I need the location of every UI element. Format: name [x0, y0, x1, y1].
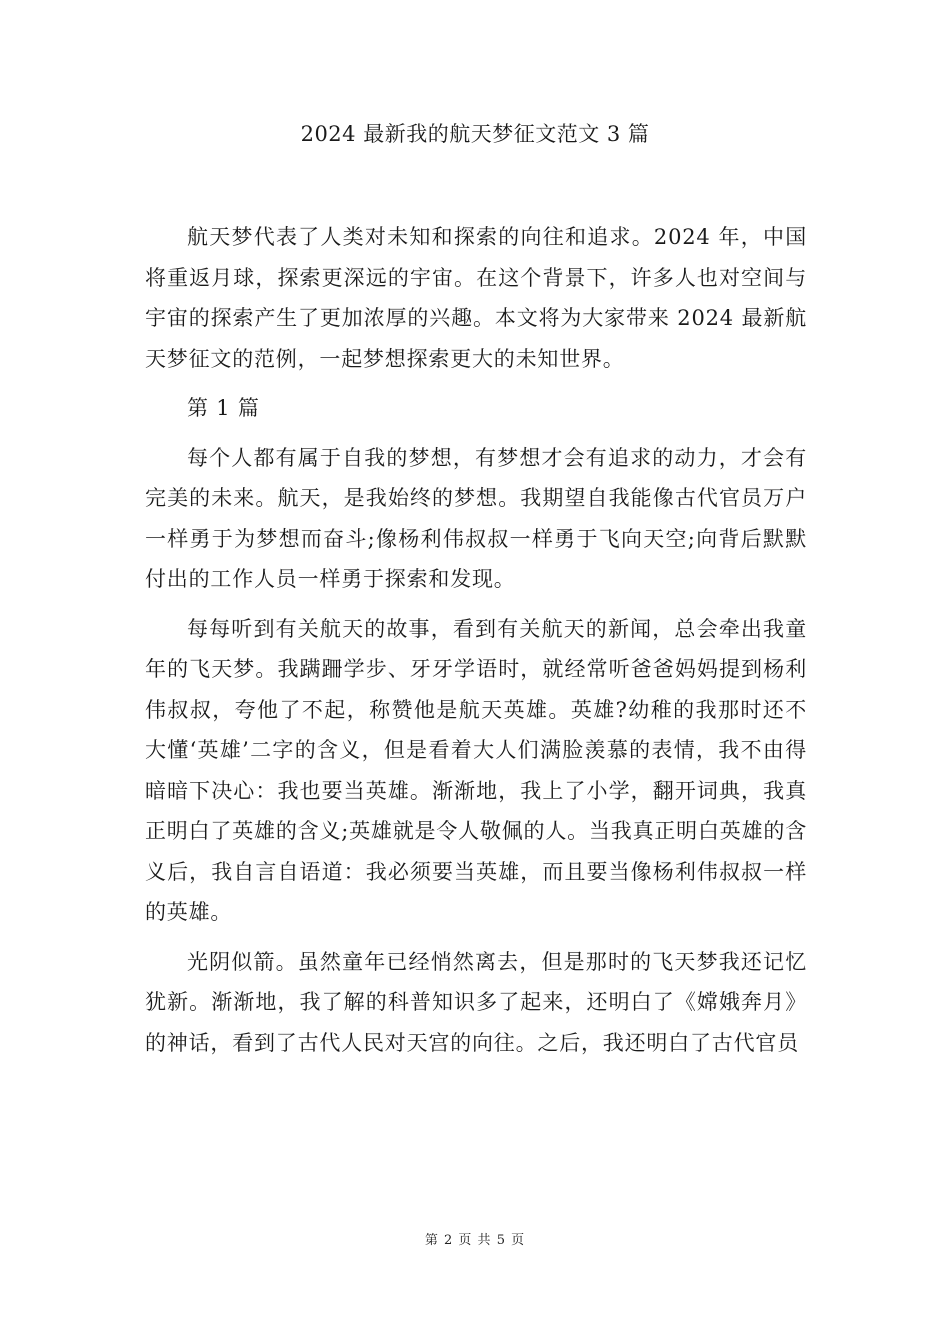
body-paragraph: 光阴似箭。虽然童年已经悄然离去，但是那时的飞天梦我还记忆犹新。渐渐地，我了解的科普知识多了起来，还明白了《嫦娥奔月》的神话，看到了古代人民对天宫的向往。之后，我还明白了古代官员 [145, 949, 807, 1055]
intro-paragraph: 航天梦代表了人类对未知和探索的向往和追求。2024 年，中国将重返月球，探索更深远的宇宙。在这个背景下，许多人也对空间与宇宙的探索产生了更加浓厚的兴趣。本文将为大家带来 2024 最新航天梦征文的范例，一起梦想探索更大的未知世界。 [145, 225, 807, 371]
body-paragraph: 每个人都有属于自我的梦想，有梦想才会有追求的动力，才会有完美的未来。航天，是我始终的梦想。我期望自我能像古代官员万户一样勇于为梦想而奋斗;像杨利伟叔叔一样勇于飞向天空;向背后默默付出的工作人员一样勇于探索和发现。 [145, 445, 807, 591]
document-body [145, 217, 807, 1063]
document-title: 2024 最新我的航天梦征文范文 3 篇 [300, 122, 650, 146]
page-number-footer: 第 2 页 共 5 页 [424, 1233, 526, 1248]
section-heading: 第 1 篇 [187, 396, 260, 420]
body-paragraph: 每每听到有关航天的故事，看到有关航天的新闻，总会牵出我童年的飞天梦。我蹒跚学步、牙牙学语时，就经常听爸爸妈妈提到杨利伟叔叔，夸他了不起，称赞他是航天英雄。英雄?幼稚的我那时还不大懂‘英雄’二字的含义，但是看着大人们满脸羡慕的表情，我不由得暗暗下决心：我也要当英雄。渐渐地，我上了小学，翻开词典，我真正明白了英雄的含义;英雄就是令人敬佩的人。当我真正明白英雄的含义后，我自言自语道：我必须要当英雄，而且要当像杨利伟叔叔一样的英雄。 [145, 616, 807, 924]
